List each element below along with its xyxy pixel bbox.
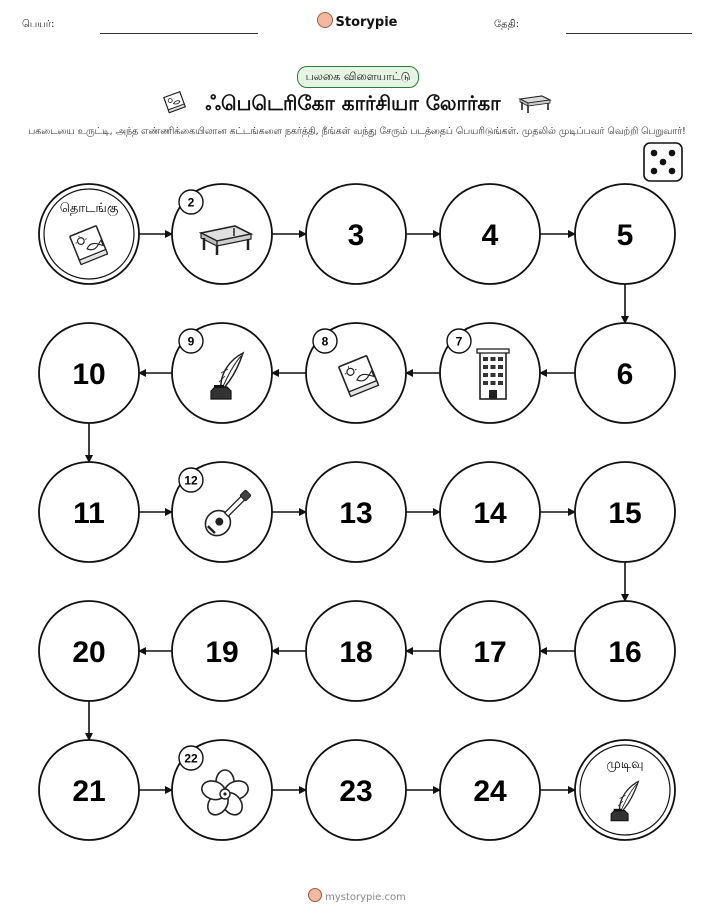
footer-url[interactable]: mystorypie.com (325, 892, 406, 903)
space-number: 10 (72, 358, 106, 391)
board-space-11[interactable] (39, 462, 139, 562)
space-number: 15 (608, 497, 642, 530)
bear-icon (308, 888, 322, 902)
space-number: 3 (347, 219, 365, 252)
space-number: 12 (184, 473, 198, 488)
board-space-13[interactable] (306, 462, 406, 562)
board-space-7[interactable] (440, 323, 540, 423)
board-space-18[interactable] (306, 601, 406, 701)
board-space-3[interactable] (306, 184, 406, 284)
board-space-6[interactable] (575, 323, 675, 423)
building-icon (477, 349, 509, 399)
board-space-21[interactable] (39, 740, 139, 840)
finish-label: முடிவு (606, 757, 644, 772)
brand-name: Storypie (335, 15, 398, 30)
instructions-text: பகடையை உருட்டி, அந்த எண்ணிக்கையிலான கட்டங்களை நகர்த்தி, நீங்கள் வந்து சேரும் படத்தைப் பெயரிடுங்கள். முதலில் முடிப்பவர் வெற்றி பெறுவார்! (28, 126, 686, 137)
finish-space[interactable] (575, 740, 675, 840)
space-number: 14 (473, 497, 507, 530)
game-type-badge: பலகை விளையாட்டு (297, 66, 419, 88)
space-number: 20 (72, 636, 106, 669)
board-space-16[interactable] (575, 601, 675, 701)
space-number: 23 (339, 775, 373, 808)
space-number: 9 (187, 334, 195, 349)
space-number: 24 (473, 775, 507, 808)
space-number: 5 (616, 219, 634, 252)
board-space-14[interactable] (440, 462, 540, 562)
space-number: 19 (205, 636, 239, 669)
space-number: 16 (608, 636, 642, 669)
name-label: பெயர்: (22, 19, 55, 30)
board-space-10[interactable] (39, 323, 139, 423)
space-number: 21 (72, 775, 106, 808)
space-number: 13 (339, 497, 373, 530)
board-space-20[interactable] (39, 601, 139, 701)
space-number: 2 (187, 195, 195, 210)
date-label: தேதி: (494, 19, 520, 30)
start-space[interactable] (39, 184, 139, 284)
space-number: 11 (73, 497, 105, 530)
board-space-17[interactable] (440, 601, 540, 701)
board-space-23[interactable] (306, 740, 406, 840)
board-space-24[interactable] (440, 740, 540, 840)
board-space-5[interactable] (575, 184, 675, 284)
board-space-4[interactable] (440, 184, 540, 284)
board-space-15[interactable] (575, 462, 675, 562)
space-number: 18 (339, 636, 373, 669)
space-number: 17 (473, 636, 507, 669)
board-space-2[interactable] (172, 184, 272, 284)
space-number: 4 (481, 219, 499, 252)
board-space-9[interactable] (172, 323, 272, 423)
board-space-22[interactable] (172, 740, 272, 840)
space-number: 22 (184, 751, 198, 766)
board-space-12[interactable] (172, 462, 272, 562)
board-space-8[interactable] (306, 323, 406, 423)
start-label: தொடங்கு (59, 201, 119, 216)
space-number: 8 (321, 334, 329, 349)
space-number: 6 (616, 358, 634, 391)
space-number: 7 (455, 334, 463, 349)
board-space-19[interactable] (172, 601, 272, 701)
title-text: ஃபெடெரிகோ கார்சியா லோர்கா (205, 91, 501, 115)
footer (0, 888, 714, 903)
